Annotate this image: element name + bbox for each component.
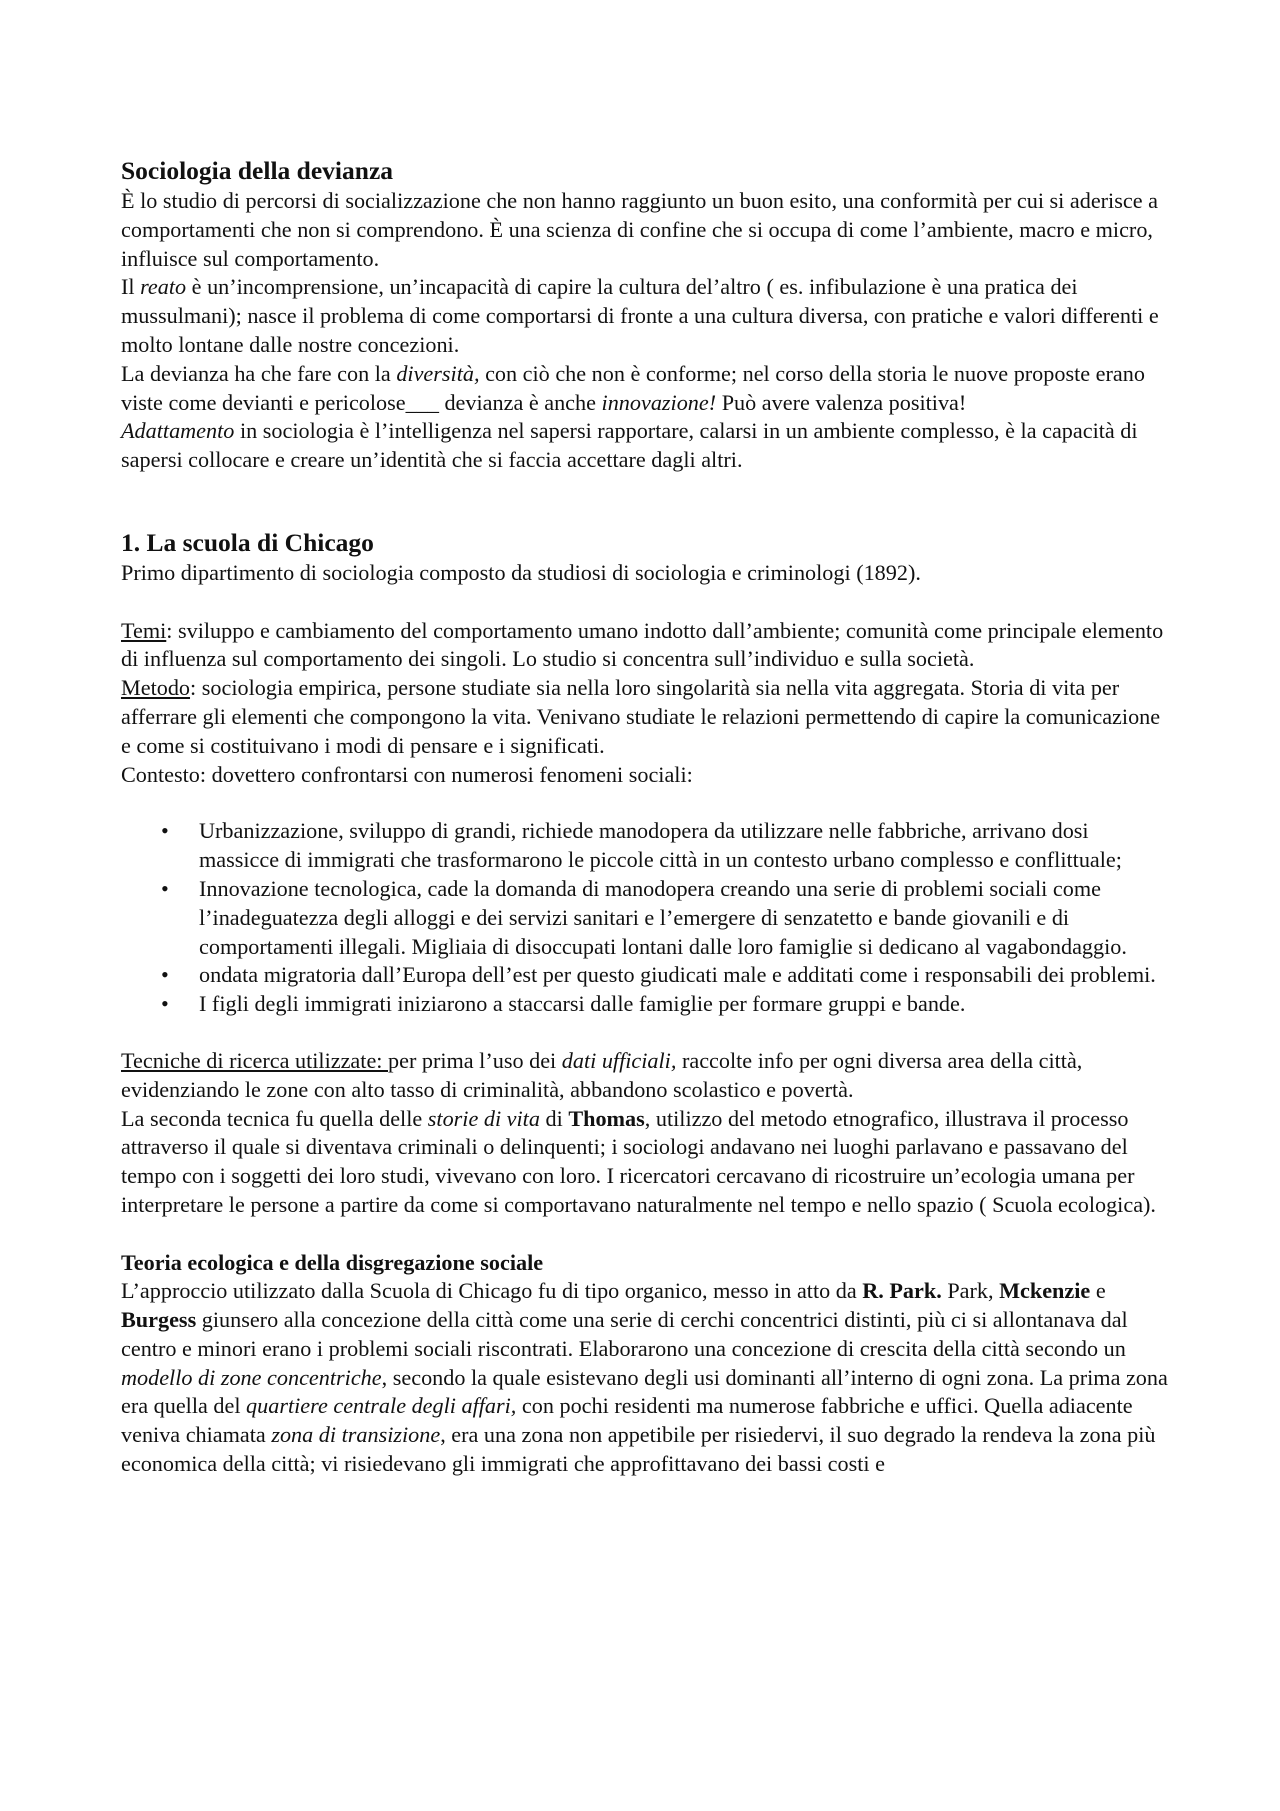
intro-paragraph-1: È lo studio di percorsi di socializzazione che non hanno raggiunto un buon esito, una conformità per cui si aderisce a comportamenti che non si comprendono. È una scienza di confine che si occupa di come l’ambiente, macro e micro, influisce sul comportamento.: [121, 188, 1158, 271]
emphasis-innovazione: innovazione!: [601, 389, 717, 415]
list-item: [121, 961, 1171, 990]
list-item: [121, 875, 1171, 961]
bold-r-park: R. Park.: [862, 1278, 942, 1304]
emphasis-reato: reato: [140, 274, 187, 300]
intro-paragraph-2: [121, 273, 1171, 359]
tecniche-paragraph: [121, 1047, 1171, 1105]
temi-label: Temi: [121, 617, 167, 643]
emphasis-zona-transizione: zona di transizione: [271, 1422, 441, 1448]
section-heading-chicago: 1. La scuola di Chicago: [121, 527, 374, 557]
emphasis-diversita: diversità,: [396, 360, 480, 386]
bullet-icon: •: [161, 962, 169, 988]
emphasis-dati-ufficiali: dati ufficiali,: [561, 1047, 677, 1073]
emphasis-adattamento: Adattamento: [121, 418, 235, 444]
list-item-text: ondata migratoria dall’Europa dell’est per questo giudicati male e additati come i responsabili dei problemi.: [199, 962, 1156, 988]
text-run: , era una zona non appetibile per risiedervi, il suo degrado la rendeva la zona più economica della città; vi risiedevano gli immigrati che approfittavano dei bassi costi e: [121, 1422, 1156, 1477]
text-run: Park,: [941, 1278, 1000, 1304]
intro-paragraph-4: [121, 417, 1171, 475]
teoria-paragraph: [121, 1277, 1171, 1479]
emphasis-modello-zone: modello di zone concentriche: [121, 1364, 382, 1390]
seconda-tecnica-paragraph: [121, 1105, 1171, 1220]
intro-paragraph-3: [121, 360, 1171, 418]
bullet-list: [121, 817, 1171, 1019]
emphasis-storie-di-vita: storie di vita: [427, 1105, 540, 1131]
text-run: con pochi residenti ma numerose fabbriche e uffici. Quella adiacente veniva chiamata: [121, 1393, 1133, 1448]
bold-thomas: Thomas: [568, 1105, 645, 1131]
text-run: : sociologia empirica, persone studiate sia nella loro singolarità sia nella vita aggregata. Storia di vita per afferrare gli elementi che compongono la vita. Venivano studiate le relazioni permettendo di capire la comunicazione e come si costituivano i modi di pensare e i significati.: [121, 675, 1161, 758]
contesto-paragraph: Contesto: dovettero confrontarsi con numerosi fenomeni sociali:: [121, 761, 693, 787]
document-page: [121, 155, 1171, 1479]
text-run: di: [539, 1105, 569, 1131]
list-item-text: Innovazione tecnologica, cade la domanda di manodopera creando una serie di problemi sociali come l’inadeguatezza degli alloggi e dei servizi sanitari e l’emergere di senzatetto e bande giovanili e di comportamenti illegali. Migliaia di disoccupati lontani dalle loro famiglie si dedicano al vagabondaggio.: [199, 875, 1127, 959]
text-run: in sociologia è l’intelligenza nel sapersi rapportare, calarsi in un ambiente complesso, è la capacità di sapersi collocare e creare un’identità che si faccia accettare dagli altri.: [121, 418, 1138, 473]
section-intro: Primo dipartimento di sociologia composto da studiosi di sociologia e criminologi (1892).: [121, 559, 921, 585]
tecniche-label: Tecniche di ricerca utilizzate:: [121, 1047, 388, 1073]
metodo-paragraph: [121, 674, 1171, 760]
list-item: [121, 990, 1171, 1019]
list-item-text: I figli degli immigrati iniziarono a staccarsi dalle famiglie per formare gruppi e bande.: [199, 991, 966, 1017]
text-run: , utilizzo del metodo etnografico, illustrava il processo attraverso il quale si diventava criminali o delinquenti; i sociologi andavano nei luoghi parlavano e passavano del tempo con i soggetti dei loro studi, vivevano con loro. I ricercatori cercavano di ricostruire un’ecologia umana per interpretare le persone a partire da come si comportavano naturalmente nel tempo e nello spazio ( Scuola ecologica).: [121, 1105, 1156, 1217]
text-run: : sviluppo e cambiamento del comportamento umano indotto dall’ambiente; comunità come principale elemento di influenza sul comportamento dei singoli. Lo studio si concentra sull’individuo e sulla società.: [121, 617, 1164, 672]
text-run: giunsero alla concezione della città come una serie di cerchi concentrici distinti, più ci si allontanava dal centro e minori erano i problemi sociali riscontrati. Elaborarono una concezione di crescita della città secondo un: [121, 1307, 1128, 1361]
list-item: [121, 817, 1171, 875]
bullet-icon: •: [161, 991, 169, 1017]
text-run: La devianza ha che fare con la: [121, 360, 397, 386]
text-run: , secondo la quale esistevano degli usi dominanti all’interno di ogni zona. La prima zona era quella del: [121, 1364, 1168, 1419]
text-run: La seconda tecnica fu quella delle: [121, 1105, 428, 1131]
text-run: con ciò che non è conforme; nel corso della storia le nuove proposte erano viste come devianti e pericolose___ devianza è anche: [121, 360, 1145, 415]
metodo-label: Metodo: [121, 675, 191, 701]
subsection-heading-teoria: Teoria ecologica e della disgregazione sociale: [121, 1249, 544, 1275]
bold-mckenzie: Mckenzie: [999, 1278, 1091, 1304]
text-run: e: [1090, 1278, 1106, 1304]
text-run: è un’incomprensione, un’incapacità di capire la cultura del’altro ( es. infibulazione è una pratica dei mussulmani); nasce il problema di come comportarsi di fronte a una cultura diversa, con pratiche e valori differenti e molto lontane dalle nostre concezioni.: [121, 274, 1159, 357]
emphasis-quartiere-centrale: quartiere centrale degli affari,: [246, 1393, 517, 1419]
text-run: Può avere valenza positiva!: [716, 389, 967, 415]
document-title: Sociologia della devianza: [121, 156, 394, 185]
text-run: raccolte info per ogni diversa area della città, evidenziando le zone con alto tasso di criminalità, abbandono scolastico e povertà.: [121, 1047, 1083, 1102]
bold-burgess: Burgess: [121, 1307, 197, 1333]
bullet-icon: •: [161, 818, 169, 844]
text-run: Il: [121, 274, 141, 300]
text-run: per prima l’uso dei: [388, 1047, 562, 1073]
list-item-text: Urbanizzazione, sviluppo di grandi, richiede manodopera da utilizzare nelle fabbriche, arrivano dosi massicce di immigrati che trasformarono le piccole città in un contesto urbano complesso e conflittuale;: [199, 818, 1122, 873]
temi-paragraph: [121, 617, 1171, 675]
bullet-icon: •: [161, 875, 169, 901]
text-run: L’approccio utilizzato dalla Scuola di Chicago fu di tipo organico, messo in atto da: [121, 1278, 863, 1304]
